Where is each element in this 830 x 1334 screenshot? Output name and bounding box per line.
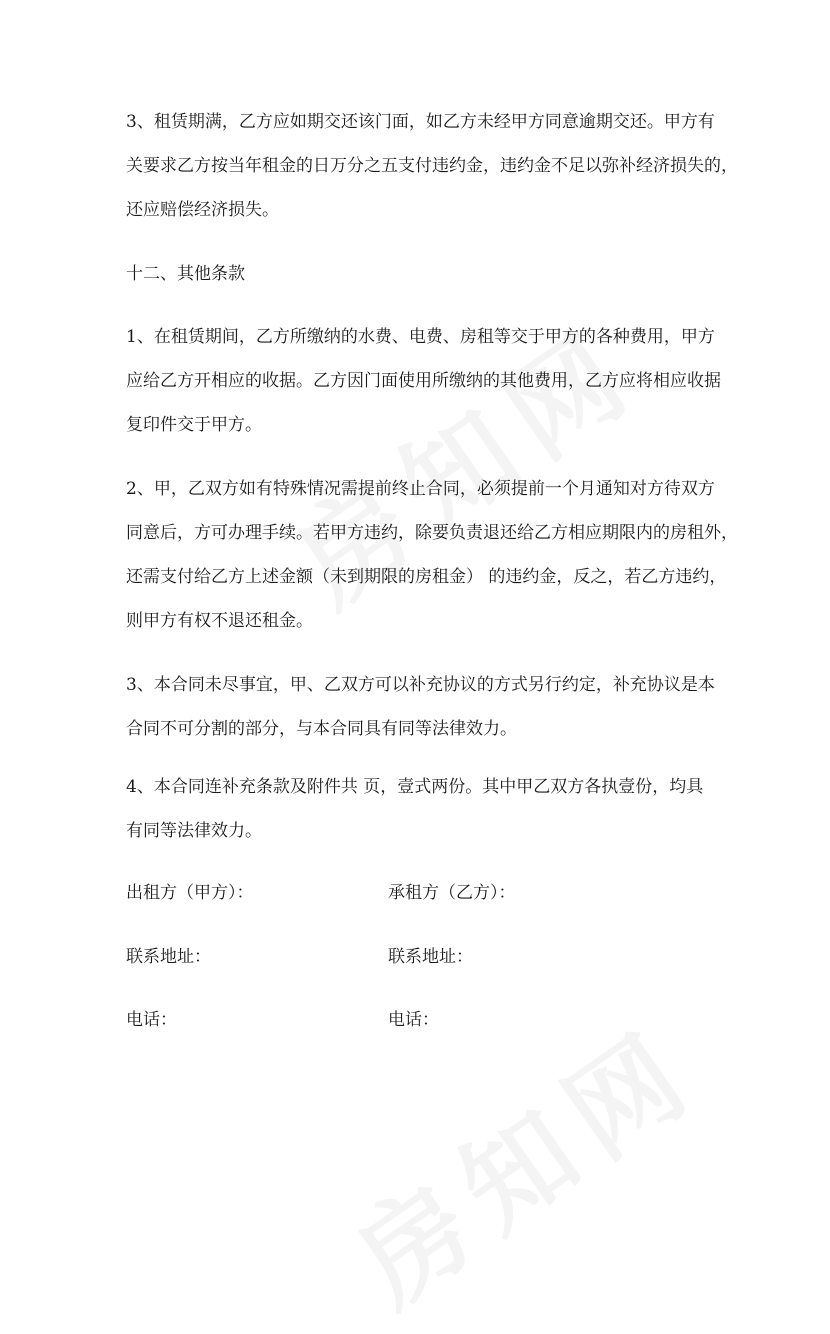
text-line: 同意后，方可办理手续。若甲方违约，除要负责退还给乙方相应期限内的房租外， — [126, 523, 738, 543]
text-line: 则甲方有权不退还租金。 — [126, 611, 313, 631]
clause-12-4 — [126, 765, 706, 853]
text-line: 2、甲，乙双方如有特殊情况需提前终止合同，必须提前一个月通知对方待双方 — [126, 479, 715, 499]
text-line: 关要求乙方按当年租金的日万分之五支付违约金，违约金不足以弥补经济损失的， — [126, 156, 738, 176]
lessee-label: 承租方（乙方）： — [388, 883, 516, 903]
lessor-label: 出租方（甲方）： — [126, 883, 254, 903]
section-heading: 十二、其他条款 — [126, 264, 245, 284]
text-line: 还需支付给乙方上述金额（未到期限的房租金） 的违约金，反之，若乙方违约， — [126, 567, 727, 587]
lessor-address-label: 联系地址： — [126, 947, 211, 967]
text-line: 4、本合同连补充条款及附件共 页，壹式两份。其中甲乙双方各执壹份，均具 — [126, 777, 704, 797]
signature-row-address — [126, 942, 706, 972]
text-line: 3、本合同未尽事宜，甲、乙双方可以补充协议的方式另行约定，补充协议是本 — [126, 675, 715, 695]
text-line: 还应赔偿经济损失。 — [126, 200, 279, 220]
text-line: 应给乙方开相应的收据。乙方因门面使用所缴纳的其他费用，乙方应将相应收据 — [126, 371, 721, 391]
text-line: 复印件交于甲方。 — [126, 415, 262, 435]
signature-row-parties — [126, 878, 706, 908]
signature-row-phone — [126, 1005, 706, 1035]
section-heading-12 — [126, 252, 706, 296]
text-line: 3、租赁期满，乙方应如期交还该门面，如乙方未经甲方同意逾期交还。甲方有 — [126, 112, 715, 132]
text-line: 合同不可分割的部分，与本合同具有同等法律效力。 — [126, 719, 517, 739]
lessor-phone-label: 电话： — [126, 1010, 177, 1030]
clause-12-1 — [126, 315, 721, 447]
text-line: 1、在租赁期间，乙方所缴纳的水费、电费、房租等交于甲方的各种费用，甲方 — [126, 327, 715, 347]
clause-12-3 — [126, 663, 715, 751]
lessee-phone-label: 电话： — [388, 1010, 439, 1030]
clause-12-2 — [126, 467, 738, 643]
text-line: 有同等法律效力。 — [126, 821, 262, 841]
watermark — [319, 984, 724, 1334]
clause-11-3 — [126, 100, 738, 232]
lessee-address-label: 联系地址： — [388, 947, 473, 967]
